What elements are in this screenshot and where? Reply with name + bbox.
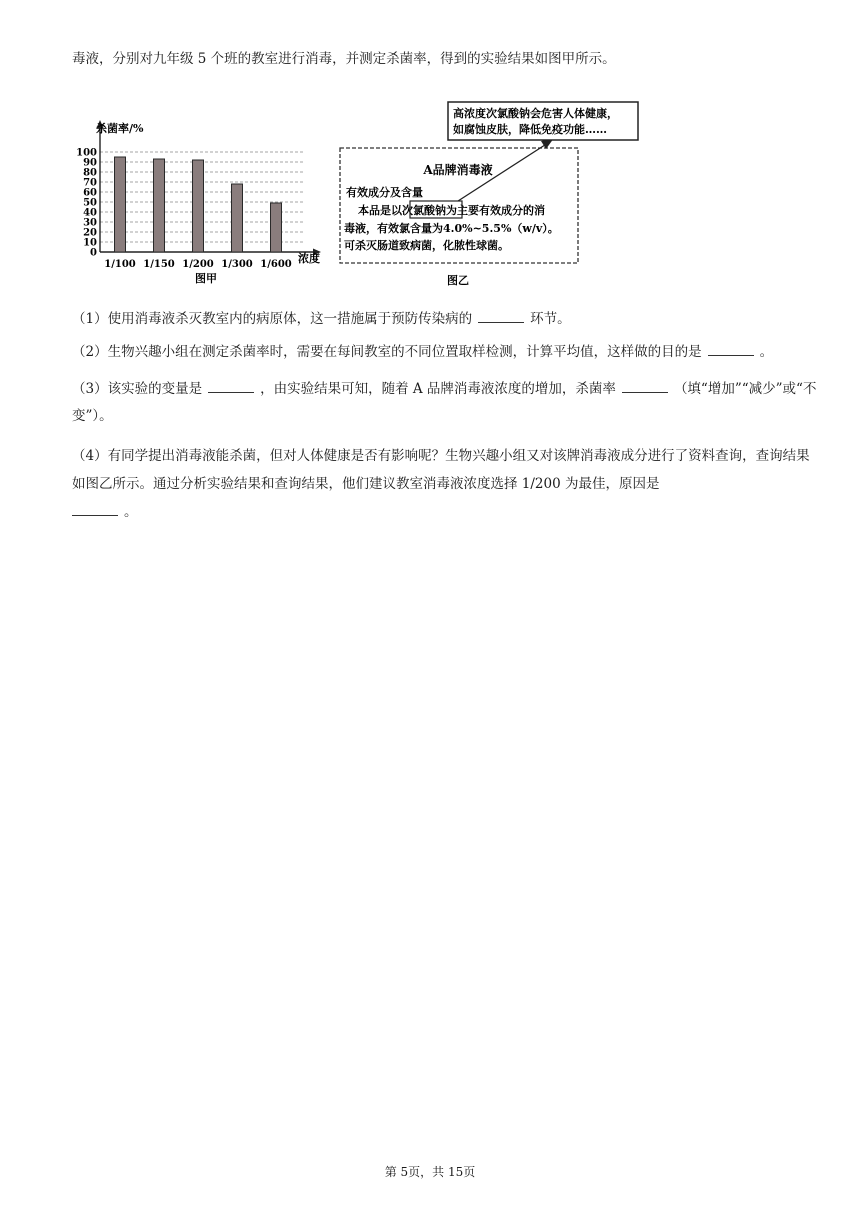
answer-blank[interactable] (208, 380, 254, 393)
answer-blank[interactable] (622, 380, 668, 393)
y-tick-label: 10 (83, 237, 97, 249)
q4-text-end: 。 (124, 504, 138, 520)
figure-b-caption: 图乙 (447, 274, 469, 287)
label-line-1 (358, 203, 545, 217)
x-tick-label: 1/300 (221, 259, 253, 270)
q3-text: （3）该实验的变量是 (72, 381, 203, 397)
y-tick-label: 30 (83, 217, 97, 229)
label-line-2: 毒液，有效氯含量为4.0%~5.5%（w/v）。 (344, 222, 559, 235)
y-tick-label: 20 (83, 227, 97, 239)
y-tick-label: 90 (83, 157, 97, 169)
q3-text-mid: ，由实验结果可知，随着 A 品牌消毒液浓度的增加，杀菌率 (260, 381, 616, 397)
q2-text: （2）生物兴趣小组在测定杀菌率时，需要在每间教室的不同位置取样检测，计算平均值，这样做的目的是 (72, 344, 702, 360)
bar (115, 157, 126, 252)
question-4 (72, 442, 822, 526)
callout-line-2: 如腐蚀皮肤，降低免疫功能…… (453, 123, 607, 136)
q2-text-end: 。 (759, 344, 774, 360)
q3-text-end: （填“增加”“减少”或“不变”）。 (72, 381, 817, 424)
y-tick-label: 60 (83, 187, 97, 199)
q1-text: （1）使用消毒液杀灭教室内的病原体，这一措施属于预防传染病的 (72, 311, 473, 327)
chart-a-plot (76, 120, 321, 270)
q1-text-end: 环节。 (530, 311, 571, 327)
figure-a-caption: 图甲 (195, 272, 217, 285)
label-subtitle: 有效成分及含量 (346, 186, 423, 199)
figure-a-chart (76, 112, 336, 294)
y-tick-label: 80 (83, 167, 97, 179)
x-tick-label: 1/200 (182, 259, 214, 270)
y-tick-label: 100 (76, 147, 97, 159)
bar (232, 184, 243, 252)
figure-b-label (336, 98, 646, 294)
q4-text: （4）有同学提出消毒液能杀菌，但对人体健康是否有影响呢？生物兴趣小组又对该牌消毒液成分进行了资料查询，查询结果如图乙所示。通过分析实验结果和查询结果，他们建议教室消毒液浓度选择 1/200 为最佳，原因是 (72, 448, 810, 492)
question-1 (72, 310, 822, 329)
page-footer: 第 5页，共 15页 (384, 1165, 476, 1179)
chart-a-ylabel: 杀菌率/% (96, 122, 144, 135)
bar (154, 159, 165, 252)
chart-a-xlabel: 浓度 (298, 252, 320, 265)
label-line-1-post: 为主要有效成分的消 (446, 204, 545, 217)
intro-text: 毒液，分别对九年级 5 个班的教室进行消毒，并测定杀菌率，得到的实验结果如图甲所示。 (72, 51, 616, 67)
y-tick-label: 50 (83, 197, 97, 209)
label-line-1-pre: 本品是以 (358, 204, 402, 217)
label-title: A品牌消毒液 (423, 163, 493, 177)
bar (271, 203, 282, 252)
label-line-3: 可杀灭肠道致病菌，化脓性球菌。 (344, 239, 509, 252)
y-tick-label: 0 (90, 247, 97, 259)
y-tick-label: 70 (83, 177, 97, 189)
answer-blank[interactable] (708, 343, 754, 356)
question-2 (72, 343, 822, 362)
x-tick-label: 1/150 (143, 259, 175, 270)
answer-blank[interactable] (72, 503, 118, 516)
x-tick-label: 1/600 (260, 259, 292, 270)
answer-blank[interactable] (478, 310, 524, 323)
y-tick-label: 40 (83, 207, 97, 219)
question-3 (72, 376, 822, 430)
callout-line-1: 高浓度次氯酸钠会危害人体健康， (453, 107, 618, 120)
bar (193, 160, 204, 252)
label-line-1-boxed: 次氯酸钠 (402, 204, 446, 217)
x-tick-label: 1/100 (104, 259, 136, 270)
